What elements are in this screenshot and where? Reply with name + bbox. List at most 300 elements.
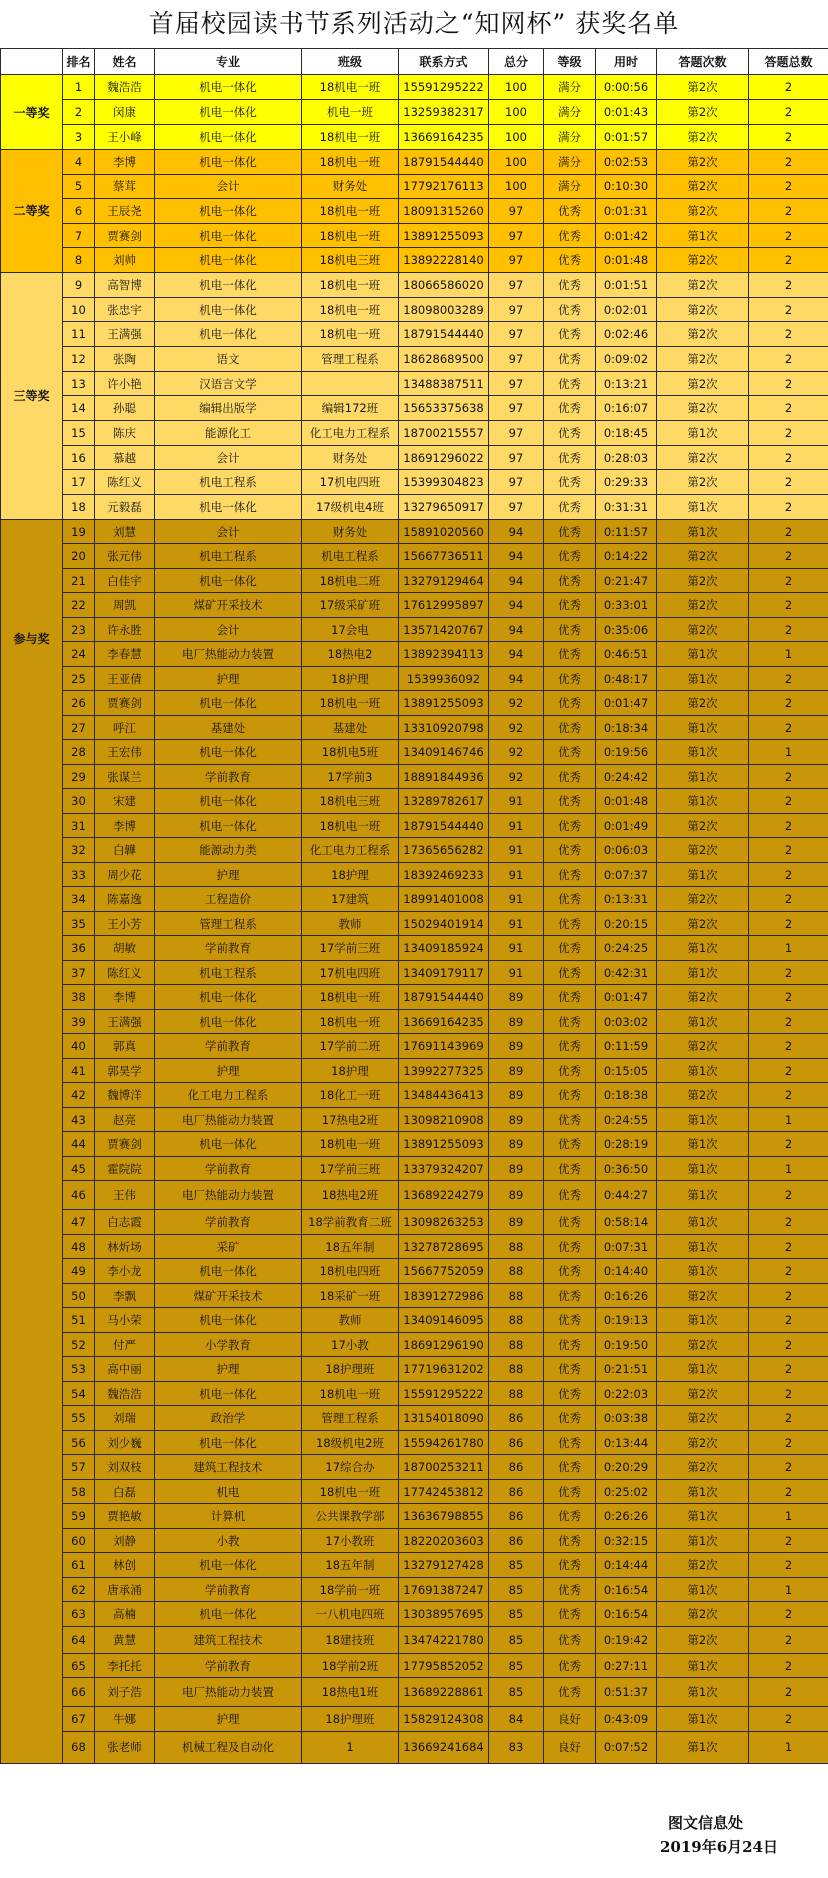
header-rank: 排名 — [63, 49, 95, 75]
cell-time: 0:11:59 — [596, 1034, 657, 1059]
table-row — [1, 1626, 828, 1653]
cell-contact: 13484436413 — [399, 1083, 489, 1108]
cell-score: 89 — [489, 1156, 544, 1181]
cell-time: 0:18:45 — [596, 421, 657, 446]
cell-attempt: 第2次 — [657, 887, 749, 912]
cell-name: 周少花 — [95, 862, 155, 887]
cell-name: 贾赛剑 — [95, 1132, 155, 1157]
cell-name: 陈庆 — [95, 421, 155, 446]
cell-contact: 17365656282 — [399, 838, 489, 863]
header-time: 用时 — [596, 49, 657, 75]
cell-class: 17会电 — [302, 617, 399, 642]
cell-class: 18机电三班 — [302, 248, 399, 273]
cell-total: 2 — [749, 1381, 828, 1406]
cell-time: 0:14:22 — [596, 544, 657, 569]
cell-score: 88 — [489, 1283, 544, 1308]
cell-total: 2 — [749, 445, 828, 470]
cell-level: 优秀 — [544, 199, 596, 224]
cell-attempt: 第2次 — [657, 470, 749, 495]
cell-contact: 18791544440 — [399, 322, 489, 347]
header-class: 班级 — [302, 49, 399, 75]
cell-attempt: 第1次 — [657, 1181, 749, 1210]
cell-major: 机电一体化 — [155, 1602, 302, 1627]
cell-class: 教师 — [302, 911, 399, 936]
cell-contact: 15891020560 — [399, 519, 489, 544]
cell-total: 2 — [749, 1455, 828, 1480]
cell-rank: 3 — [63, 125, 95, 150]
cell-rank: 50 — [63, 1283, 95, 1308]
cell-class: 18机电一班 — [302, 1479, 399, 1504]
cell-contact: 18098003289 — [399, 297, 489, 322]
cell-class: 机电一班 — [302, 100, 399, 125]
cell-contact: 18891844936 — [399, 764, 489, 789]
cell-contact: 13379324207 — [399, 1156, 489, 1181]
cell-major: 会计 — [155, 617, 302, 642]
cell-score: 91 — [489, 838, 544, 863]
cell-attempt: 第1次 — [657, 1479, 749, 1504]
table-row — [1, 1156, 828, 1181]
cell-major: 机电一体化 — [155, 1009, 302, 1034]
cell-score: 89 — [489, 1132, 544, 1157]
cell-level: 优秀 — [544, 1234, 596, 1259]
cell-major: 机电一体化 — [155, 223, 302, 248]
cell-attempt: 第2次 — [657, 1332, 749, 1357]
cell-contact: 17795852052 — [399, 1653, 489, 1678]
cell-name: 王小芳 — [95, 911, 155, 936]
cell-name: 刘双枝 — [95, 1455, 155, 1480]
cell-contact: 13278728695 — [399, 1234, 489, 1259]
cell-time: 0:15:05 — [596, 1058, 657, 1083]
cell-score: 100 — [489, 75, 544, 100]
cell-time: 0:46:51 — [596, 642, 657, 667]
cell-time: 0:24:25 — [596, 936, 657, 961]
cell-major: 机电工程系 — [155, 544, 302, 569]
cell-time: 0:24:42 — [596, 764, 657, 789]
cell-class: 18护理 — [302, 862, 399, 887]
header-score: 总分 — [489, 49, 544, 75]
cell-score: 89 — [489, 1009, 544, 1034]
cell-class: 18机电5班 — [302, 740, 399, 765]
cell-major: 基建处 — [155, 715, 302, 740]
cell-attempt: 第1次 — [657, 1504, 749, 1529]
cell-score: 88 — [489, 1357, 544, 1382]
cell-major: 学前教育 — [155, 1577, 302, 1602]
cell-level: 满分 — [544, 75, 596, 100]
cell-level: 优秀 — [544, 1653, 596, 1678]
cell-level: 满分 — [544, 100, 596, 125]
cell-name: 宋建 — [95, 789, 155, 814]
cell-major: 护理 — [155, 1357, 302, 1382]
cell-contact: 17691387247 — [399, 1577, 489, 1602]
cell-level: 优秀 — [544, 1528, 596, 1553]
table-row — [1, 862, 828, 887]
cell-level: 优秀 — [544, 322, 596, 347]
cell-contact: 13259382317 — [399, 100, 489, 125]
cell-score: 86 — [489, 1504, 544, 1529]
cell-level: 优秀 — [544, 223, 596, 248]
cell-attempt: 第2次 — [657, 911, 749, 936]
cell-contact: 18091315260 — [399, 199, 489, 224]
cell-contact: 13409185924 — [399, 936, 489, 961]
cell-class: 18五年制 — [302, 1553, 399, 1578]
table-row — [1, 1034, 828, 1059]
cell-total: 2 — [749, 125, 828, 150]
cell-major: 护理 — [155, 1707, 302, 1732]
table-row — [1, 174, 828, 199]
cell-rank: 51 — [63, 1308, 95, 1333]
cell-rank: 49 — [63, 1259, 95, 1284]
cell-major: 学前教育 — [155, 1210, 302, 1235]
cell-time: 0:31:31 — [596, 495, 657, 520]
cell-contact: 13279129464 — [399, 568, 489, 593]
table-row — [1, 445, 828, 470]
cell-class: 18机电一班 — [302, 691, 399, 716]
cell-attempt: 第2次 — [657, 617, 749, 642]
table-row — [1, 740, 828, 765]
cell-level: 优秀 — [544, 1107, 596, 1132]
cell-contact: 13689228861 — [399, 1678, 489, 1707]
cell-major: 建筑工程技术 — [155, 1455, 302, 1480]
cell-name: 李小龙 — [95, 1259, 155, 1284]
cell-level: 优秀 — [544, 740, 596, 765]
cell-time: 0:24:55 — [596, 1107, 657, 1132]
cell-major: 机电一体化 — [155, 272, 302, 297]
cell-major: 采矿 — [155, 1234, 302, 1259]
cell-level: 优秀 — [544, 936, 596, 961]
cell-class: 17小教班 — [302, 1528, 399, 1553]
cell-level: 满分 — [544, 125, 596, 150]
cell-level: 优秀 — [544, 1332, 596, 1357]
cell-major: 工程造价 — [155, 887, 302, 912]
cell-time: 0:16:26 — [596, 1283, 657, 1308]
cell-level: 优秀 — [544, 248, 596, 273]
cell-attempt: 第2次 — [657, 100, 749, 125]
header-row — [1, 49, 828, 75]
footer-department: 图文信息处 — [668, 1814, 744, 1832]
cell-class: 18机电一班 — [302, 1009, 399, 1034]
cell-class: 17学前3 — [302, 764, 399, 789]
table-row — [1, 1107, 828, 1132]
cell-attempt: 第2次 — [657, 691, 749, 716]
cell-level: 优秀 — [544, 1210, 596, 1235]
cell-class: 财务处 — [302, 174, 399, 199]
cell-score: 100 — [489, 100, 544, 125]
cell-attempt: 第1次 — [657, 1156, 749, 1181]
cell-major: 机电一体化 — [155, 789, 302, 814]
table-row — [1, 1058, 828, 1083]
cell-level: 优秀 — [544, 887, 596, 912]
cell-contact: 17719631202 — [399, 1357, 489, 1382]
cell-major: 机电一体化 — [155, 125, 302, 150]
cell-total: 2 — [749, 887, 828, 912]
cell-name: 李托托 — [95, 1653, 155, 1678]
cell-level: 优秀 — [544, 544, 596, 569]
cell-time: 0:16:54 — [596, 1602, 657, 1627]
cell-major: 机电一体化 — [155, 100, 302, 125]
cell-time: 0:01:31 — [596, 199, 657, 224]
cell-score: 86 — [489, 1479, 544, 1504]
cell-attempt: 第2次 — [657, 813, 749, 838]
cell-total: 1 — [749, 1107, 828, 1132]
cell-rank: 56 — [63, 1430, 95, 1455]
cell-class: 18机电三班 — [302, 789, 399, 814]
award-table — [0, 48, 828, 1764]
cell-level: 优秀 — [544, 715, 596, 740]
cell-time: 0:07:37 — [596, 862, 657, 887]
cell-class: 18机电一班 — [302, 223, 399, 248]
cell-major: 学前教育 — [155, 764, 302, 789]
prize-tier-label: 一等奖 — [1, 75, 63, 150]
cell-time: 0:18:34 — [596, 715, 657, 740]
cell-class: 编辑172班 — [302, 396, 399, 421]
cell-attempt: 第1次 — [657, 1577, 749, 1602]
cell-class: 17级采矿班 — [302, 593, 399, 618]
cell-attempt: 第2次 — [657, 1283, 749, 1308]
cell-time: 0:16:54 — [596, 1577, 657, 1602]
cell-class: 公共课教学部 — [302, 1504, 399, 1529]
cell-time: 0:01:51 — [596, 272, 657, 297]
cell-level: 优秀 — [544, 1455, 596, 1480]
cell-score: 94 — [489, 568, 544, 593]
cell-name: 王满强 — [95, 322, 155, 347]
cell-contact: 15667736511 — [399, 544, 489, 569]
cell-score: 91 — [489, 789, 544, 814]
cell-name: 闵康 — [95, 100, 155, 125]
cell-attempt: 第1次 — [657, 1259, 749, 1284]
cell-name: 陈红义 — [95, 960, 155, 985]
cell-time: 0:07:52 — [596, 1731, 657, 1763]
cell-name: 张元伟 — [95, 544, 155, 569]
table-row — [1, 1678, 828, 1707]
cell-rank: 10 — [63, 297, 95, 322]
table-row — [1, 1707, 828, 1732]
table-row — [1, 1381, 828, 1406]
cell-rank: 37 — [63, 960, 95, 985]
cell-total: 1 — [749, 642, 828, 667]
cell-level: 优秀 — [544, 1430, 596, 1455]
cell-level: 优秀 — [544, 1479, 596, 1504]
cell-name: 林炘场 — [95, 1234, 155, 1259]
cell-level: 优秀 — [544, 1034, 596, 1059]
table-row — [1, 593, 828, 618]
cell-score: 88 — [489, 1259, 544, 1284]
cell-class: 18五年制 — [302, 1234, 399, 1259]
cell-score: 83 — [489, 1731, 544, 1763]
cell-attempt: 第2次 — [657, 1406, 749, 1431]
table-row — [1, 322, 828, 347]
cell-level: 优秀 — [544, 911, 596, 936]
cell-time: 0:01:48 — [596, 789, 657, 814]
cell-total: 1 — [749, 740, 828, 765]
cell-time: 0:06:03 — [596, 838, 657, 863]
cell-total: 2 — [749, 1283, 828, 1308]
cell-score: 97 — [489, 445, 544, 470]
cell-rank: 13 — [63, 371, 95, 396]
cell-level: 优秀 — [544, 1156, 596, 1181]
cell-total: 2 — [749, 838, 828, 863]
cell-score: 86 — [489, 1406, 544, 1431]
cell-name: 牛娜 — [95, 1707, 155, 1732]
cell-name: 张老师 — [95, 1731, 155, 1763]
cell-contact: 17691143969 — [399, 1034, 489, 1059]
cell-rank: 7 — [63, 223, 95, 248]
cell-total: 1 — [749, 1577, 828, 1602]
cell-score: 91 — [489, 911, 544, 936]
cell-class: 1 — [302, 1731, 399, 1763]
cell-attempt: 第1次 — [657, 1308, 749, 1333]
cell-level: 优秀 — [544, 813, 596, 838]
cell-total: 2 — [749, 519, 828, 544]
cell-total: 2 — [749, 1707, 828, 1732]
cell-score: 94 — [489, 593, 544, 618]
cell-major: 机电一体化 — [155, 297, 302, 322]
table-row — [1, 1430, 828, 1455]
cell-rank: 45 — [63, 1156, 95, 1181]
cell-name: 白磊 — [95, 1479, 155, 1504]
cell-attempt: 第1次 — [657, 740, 749, 765]
cell-level: 优秀 — [544, 445, 596, 470]
cell-class: 18机电一班 — [302, 297, 399, 322]
cell-name: 付严 — [95, 1332, 155, 1357]
cell-score: 85 — [489, 1602, 544, 1627]
cell-major: 机电一体化 — [155, 75, 302, 100]
table-row — [1, 495, 828, 520]
header-major: 专业 — [155, 49, 302, 75]
cell-major: 电厂热能动力装置 — [155, 642, 302, 667]
cell-attempt: 第1次 — [657, 1357, 749, 1382]
cell-major: 机电一体化 — [155, 1430, 302, 1455]
cell-level: 优秀 — [544, 789, 596, 814]
cell-total: 2 — [749, 1602, 828, 1627]
cell-contact: 15667752059 — [399, 1259, 489, 1284]
cell-name: 高智博 — [95, 272, 155, 297]
cell-major: 护理 — [155, 1058, 302, 1083]
cell-class: 财务处 — [302, 519, 399, 544]
cell-class: 18机电一班 — [302, 150, 399, 175]
cell-name: 魏浩浩 — [95, 75, 155, 100]
cell-rank: 66 — [63, 1678, 95, 1707]
cell-level: 优秀 — [544, 691, 596, 716]
table-row — [1, 1181, 828, 1210]
cell-level: 优秀 — [544, 396, 596, 421]
cell-major: 电厂热能动力装置 — [155, 1678, 302, 1707]
cell-rank: 42 — [63, 1083, 95, 1108]
cell-rank: 19 — [63, 519, 95, 544]
cell-attempt: 第2次 — [657, 593, 749, 618]
cell-score: 89 — [489, 1107, 544, 1132]
cell-time: 0:01:48 — [596, 248, 657, 273]
cell-score: 97 — [489, 347, 544, 372]
cell-score: 85 — [489, 1577, 544, 1602]
cell-score: 91 — [489, 887, 544, 912]
cell-time: 0:18:38 — [596, 1083, 657, 1108]
cell-name: 元毅磊 — [95, 495, 155, 520]
header-attempt: 答题次数 — [657, 49, 749, 75]
cell-rank: 31 — [63, 813, 95, 838]
cell-name: 王伟 — [95, 1181, 155, 1210]
cell-score: 94 — [489, 617, 544, 642]
table-row — [1, 125, 828, 150]
cell-total: 2 — [749, 470, 828, 495]
cell-name: 许小艳 — [95, 371, 155, 396]
cell-name: 高中丽 — [95, 1357, 155, 1382]
cell-name: 马小荣 — [95, 1308, 155, 1333]
cell-total: 2 — [749, 593, 828, 618]
cell-class: 18机电一班 — [302, 272, 399, 297]
cell-name: 魏博洋 — [95, 1083, 155, 1108]
cell-class: 17学前三班 — [302, 1156, 399, 1181]
cell-class: 18热电2 — [302, 642, 399, 667]
cell-total: 2 — [749, 1259, 828, 1284]
cell-class: 17级机电4班 — [302, 495, 399, 520]
cell-level: 优秀 — [544, 1009, 596, 1034]
cell-rank: 36 — [63, 936, 95, 961]
cell-major: 学前教育 — [155, 1653, 302, 1678]
cell-level: 优秀 — [544, 1083, 596, 1108]
cell-level: 优秀 — [544, 1357, 596, 1382]
cell-contact: 15591295222 — [399, 1381, 489, 1406]
cell-score: 85 — [489, 1626, 544, 1653]
cell-contact: 17792176113 — [399, 174, 489, 199]
cell-time: 0:01:43 — [596, 100, 657, 125]
cell-contact: 18700215557 — [399, 421, 489, 446]
cell-name: 王辰尧 — [95, 199, 155, 224]
cell-class: 财务处 — [302, 445, 399, 470]
cell-level: 良好 — [544, 1707, 596, 1732]
cell-level: 优秀 — [544, 297, 596, 322]
cell-total: 2 — [749, 272, 828, 297]
table-row — [1, 396, 828, 421]
cell-total: 2 — [749, 1678, 828, 1707]
cell-attempt: 第1次 — [657, 1731, 749, 1763]
cell-total: 2 — [749, 322, 828, 347]
cell-attempt: 第1次 — [657, 1058, 749, 1083]
cell-total: 2 — [749, 150, 828, 175]
cell-contact: 13098263253 — [399, 1210, 489, 1235]
cell-attempt: 第1次 — [657, 960, 749, 985]
cell-total: 2 — [749, 985, 828, 1010]
cell-rank: 8 — [63, 248, 95, 273]
cell-major: 小教 — [155, 1528, 302, 1553]
cell-time: 0:16:07 — [596, 396, 657, 421]
cell-attempt: 第2次 — [657, 1626, 749, 1653]
cell-score: 89 — [489, 1083, 544, 1108]
cell-major: 小学教育 — [155, 1332, 302, 1357]
table-row — [1, 715, 828, 740]
cell-score: 84 — [489, 1707, 544, 1732]
cell-name: 王小峰 — [95, 125, 155, 150]
cell-score: 97 — [489, 297, 544, 322]
cell-score: 97 — [489, 495, 544, 520]
cell-name: 霍院院 — [95, 1156, 155, 1181]
cell-level: 优秀 — [544, 1259, 596, 1284]
cell-attempt: 第1次 — [657, 223, 749, 248]
cell-total: 2 — [749, 691, 828, 716]
cell-class: 机电工程系 — [302, 544, 399, 569]
prize-tier-label: 三等奖 — [1, 272, 63, 519]
table-row — [1, 642, 828, 667]
cell-total: 2 — [749, 495, 828, 520]
cell-contact: 13892394113 — [399, 642, 489, 667]
table-row — [1, 1653, 828, 1678]
cell-total: 2 — [749, 1528, 828, 1553]
cell-rank: 47 — [63, 1210, 95, 1235]
cell-rank: 12 — [63, 347, 95, 372]
cell-total: 2 — [749, 813, 828, 838]
cell-time: 0:22:03 — [596, 1381, 657, 1406]
cell-rank: 44 — [63, 1132, 95, 1157]
cell-time: 0:07:31 — [596, 1234, 657, 1259]
